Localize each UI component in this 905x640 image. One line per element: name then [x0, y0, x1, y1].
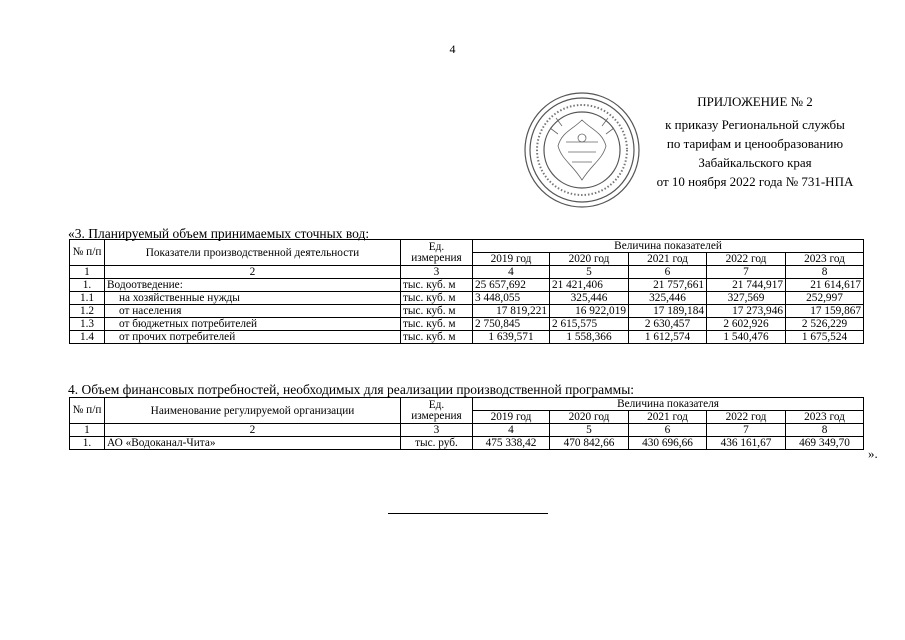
- row-value: 475 338,42: [473, 437, 550, 450]
- row-unit: тыс. куб. м: [401, 292, 473, 305]
- section-3-title: «3. Планируемый объем принимаемых сточных вод:: [68, 226, 370, 241]
- row-name: от прочих потребителей: [105, 331, 401, 344]
- index-cell: 1: [70, 266, 105, 279]
- row-value: 470 842,66: [550, 437, 629, 450]
- row-value: 17 819,221: [473, 305, 550, 318]
- row-value: 469 349,70: [786, 437, 864, 450]
- header-value-group: Величина показателя: [473, 398, 864, 411]
- row-value: 325,446: [629, 292, 707, 305]
- index-cell: 8: [786, 424, 864, 437]
- row-value: 2 630,457: [629, 318, 707, 331]
- row-unit: тыс. куб. м: [401, 305, 473, 318]
- row-name: Водоотведение:: [105, 279, 401, 292]
- appendix-line: Забайкальского края: [698, 155, 812, 170]
- header-year: 2020 год: [550, 411, 629, 424]
- appendix-line: к приказу Региональной службы: [665, 117, 845, 132]
- row-unit: тыс. руб.: [401, 437, 473, 450]
- table-row: [70, 318, 864, 331]
- row-value: 1 612,574: [629, 331, 707, 344]
- row-num: 1.4: [70, 331, 105, 344]
- header-year: 2020 год: [550, 253, 629, 266]
- index-cell: 4: [473, 424, 550, 437]
- row-name: АО «Водоканал-Чита»: [105, 437, 401, 450]
- header-year: 2022 год: [707, 253, 786, 266]
- row-value: 436 161,67: [707, 437, 786, 450]
- header-value-group: Величина показателей: [473, 240, 864, 253]
- header-year: 2021 год: [629, 411, 707, 424]
- header-year: 2023 год: [786, 253, 864, 266]
- appendix-line: по тарифам и ценообразованию: [666, 136, 844, 151]
- table-row: [70, 292, 864, 305]
- table-row: [70, 331, 864, 344]
- row-value: 17 273,946: [707, 305, 786, 318]
- header-year: 2023 год: [786, 411, 864, 424]
- section-4-title: 4. Объем финансовых потребностей, необходимых для реализации производственной программы:: [68, 382, 635, 397]
- end-divider-line: [388, 513, 548, 514]
- closing-quote: ».: [868, 446, 878, 461]
- row-name: на хозяйственные нужды: [105, 292, 401, 305]
- row-value: 17 189,184: [629, 305, 707, 318]
- page-number: 4: [449, 42, 456, 56]
- column-index-row: [70, 424, 864, 437]
- index-cell: 5: [550, 424, 629, 437]
- row-value: 21 421,406: [550, 279, 629, 292]
- row-value: 327,569: [707, 292, 786, 305]
- row-value: 16 922,019: [550, 305, 629, 318]
- table-row: [70, 305, 864, 318]
- row-name: от бюджетных потребителей: [105, 318, 401, 331]
- row-value: 1 675,524: [786, 331, 864, 344]
- header-year: 2019 год: [473, 411, 550, 424]
- row-value: 1 558,366: [550, 331, 629, 344]
- row-value: 1 639,571: [473, 331, 550, 344]
- row-unit: тыс. куб. м: [401, 279, 473, 292]
- appendix-line: от 10 ноября 2022 года № 731-НПА: [656, 174, 854, 189]
- row-value: 17 159,867: [786, 305, 864, 318]
- wastewater-volume-table: [69, 239, 864, 344]
- index-cell: 5: [550, 266, 629, 279]
- row-num: 1.1: [70, 292, 105, 305]
- financial-needs-table: [69, 397, 864, 450]
- row-num: 1.: [70, 437, 105, 450]
- index-cell: 7: [707, 424, 786, 437]
- row-value: 430 696,66: [629, 437, 707, 450]
- row-value: 325,446: [550, 292, 629, 305]
- index-cell: 6: [629, 266, 707, 279]
- column-index-row: [70, 266, 864, 279]
- row-num: 1.2: [70, 305, 105, 318]
- index-cell: 6: [629, 424, 707, 437]
- row-unit: тыс. куб. м: [401, 318, 473, 331]
- index-cell: 3: [401, 266, 473, 279]
- header-year: 2022 год: [707, 411, 786, 424]
- row-value: 2 602,926: [707, 318, 786, 331]
- row-value: 252,997: [786, 292, 864, 305]
- header-unit: Ед. измерения: [401, 398, 473, 424]
- table-row: [70, 437, 864, 450]
- row-value: 21 744,917: [707, 279, 786, 292]
- row-num: 1.3: [70, 318, 105, 331]
- index-cell: 7: [707, 266, 786, 279]
- index-cell: 2: [105, 424, 401, 437]
- appendix-title: ПРИЛОЖЕНИЕ № 2: [697, 94, 813, 109]
- header-org: Наименование регулируемой организации: [105, 398, 401, 424]
- row-value: 1 540,476: [707, 331, 786, 344]
- index-cell: 2: [105, 266, 401, 279]
- header-num: № п/п: [70, 398, 105, 424]
- index-cell: 3: [401, 424, 473, 437]
- index-cell: 8: [786, 266, 864, 279]
- appendix-block: [620, 92, 890, 191]
- row-name: от населения: [105, 305, 401, 318]
- row-value: 2 615,575: [550, 318, 629, 331]
- header-unit: Ед. измерения: [401, 240, 473, 266]
- header-year: 2019 год: [473, 253, 550, 266]
- header-num: № п/п: [70, 240, 105, 266]
- table-row: [70, 279, 864, 292]
- row-value: 2 526,229: [786, 318, 864, 331]
- index-cell: 1: [70, 424, 105, 437]
- row-value: 3 448,055: [473, 292, 550, 305]
- row-value: 21 757,661: [629, 279, 707, 292]
- row-unit: тыс. куб. м: [401, 331, 473, 344]
- row-value: 25 657,692: [473, 279, 550, 292]
- row-value: 2 750,845: [473, 318, 550, 331]
- header-indicator: Показатели производственной деятельности: [105, 240, 401, 266]
- row-num: 1.: [70, 279, 105, 292]
- index-cell: 4: [473, 266, 550, 279]
- header-year: 2021 год: [629, 253, 707, 266]
- row-value: 21 614,617: [786, 279, 864, 292]
